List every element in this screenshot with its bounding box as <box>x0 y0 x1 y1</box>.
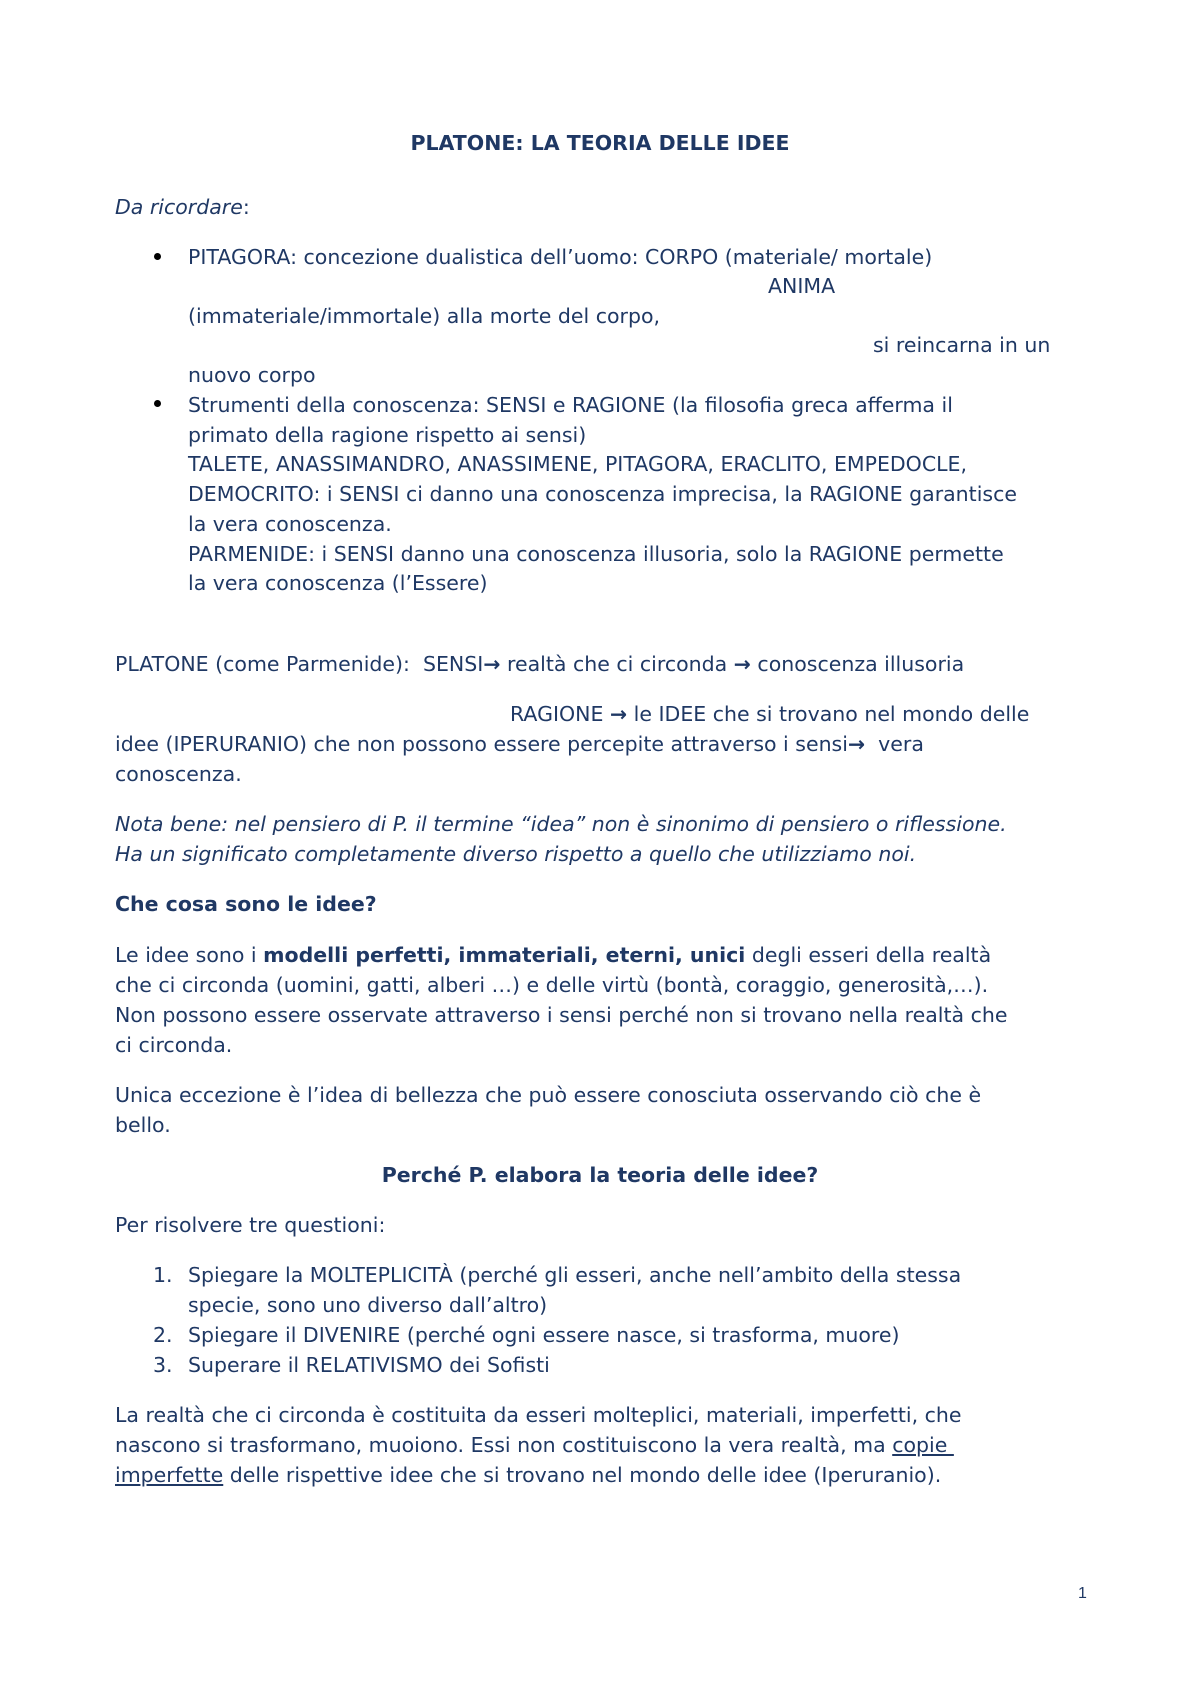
nota-line1: Nota bene: nel pensiero di P. il termine “idea” non è sinonimo di pensiero o riflessione. <box>115 812 1007 836</box>
list-intro: Per risolvere tre questioni: <box>115 1213 386 1237</box>
para1-line4: ci circonda. <box>115 1033 233 1057</box>
list-item-line: specie, sono uno diverso dall’altro) <box>188 1293 548 1317</box>
section-heading: Che cosa sono le idee? <box>115 892 377 916</box>
list-item-line: Superare il RELATIVISMO dei Sofisti <box>188 1353 550 1377</box>
platone-ideas-text: le IDEE che si trovano nel mondo delle <box>627 702 1030 726</box>
platone-line2 <box>510 702 1029 726</box>
final-line2 <box>115 1433 954 1457</box>
nota-line2: Ha un significato completamente diverso rispetto a quello che utilizziamo noi. <box>115 842 917 866</box>
final-text: nascono si trasformano, muoiono. Essi non costituiscono la vera realtà, ma <box>115 1433 893 1457</box>
para1-line3: Non possono essere osservate attraverso i sensi perché non si trovano nella realtà che <box>115 1003 1008 1027</box>
bullet2-line4: DEMOCRITO: i SENSI ci danno una conoscenza imprecisa, la RAGIONE garantisce <box>188 482 1017 506</box>
arrow-right-icon: → <box>847 732 866 756</box>
bullet1-line1: PITAGORA: concezione dualistica dell’uomo: CORPO (materiale/ mortale) <box>188 245 933 269</box>
bullet2-line3: TALETE, ANASSIMANDRO, ANASSIMENE, PITAGORA, ERACLITO, EMPEDOCLE, <box>188 452 968 476</box>
platone-senses-text: PLATONE (come Parmenide): SENSI <box>115 652 484 676</box>
arrow-right-icon: → <box>733 652 751 676</box>
reminder-colon: : <box>242 195 250 219</box>
reminder-label <box>115 195 250 219</box>
list-number: 1. <box>153 1263 173 1287</box>
para2-line1: Unica eccezione è l’idea di bellezza che può essere conosciuta osservando ciò che è <box>115 1083 982 1107</box>
bullet2-line6: PARMENIDE: i SENSI danno una conoscenza illusoria, solo la RAGIONE permette <box>188 542 1004 566</box>
platone-true-text: vera <box>865 732 924 756</box>
final-line1: La realtà che ci circonda è costituita da esseri molteplici, materiali, imperfetti, che <box>115 1403 962 1427</box>
underlined-text: copie <box>892 1433 954 1457</box>
platone-reason-text: RAGIONE <box>510 702 610 726</box>
platone-line3 <box>115 732 924 756</box>
list-item-line: Spiegare il DIVENIRE (perché ogni essere nasce, si trasforma, muore) <box>188 1323 900 1347</box>
bullet1-line2: ANIMA <box>768 274 836 298</box>
platone-reality-text: realtà che ci circonda <box>500 652 734 676</box>
arrow-right-icon: → <box>483 652 501 676</box>
para1-line1 <box>115 943 991 967</box>
final-line3 <box>115 1463 941 1487</box>
para2-line2: bello. <box>115 1113 171 1137</box>
page-title: PLATONE: LA TEORIA DELLE IDEE <box>410 131 790 155</box>
platone-line4: conoscenza. <box>115 762 242 786</box>
arrow-right-icon: → <box>609 702 628 726</box>
final-text: delle rispettive idee che si trovano nel mondo delle idee (Iperuranio). <box>223 1463 942 1487</box>
page-number: 1 <box>1078 1585 1087 1602</box>
bullet-icon <box>154 400 161 407</box>
bullet2-line1: Strumenti della conoscenza: SENSI e RAGIONE (la filosofia greca afferma il <box>188 393 953 417</box>
para1-bold-text: modelli perfetti, immateriali, eterni, unici <box>263 943 746 967</box>
section-heading: Perché P. elabora la teoria delle idee? <box>381 1163 819 1187</box>
list-item-line: Spiegare la MOLTEPLICITÀ (perché gli esseri, anche nell’ambito della stessa <box>188 1263 962 1287</box>
para1-text: degli esseri della realtà <box>745 943 992 967</box>
bullet1-line4: si reincarna in un <box>873 333 1051 357</box>
bullet-icon <box>154 253 161 260</box>
bullet1-line3: (immateriale/immortale) alla morte del corpo, <box>188 304 661 328</box>
para1-line2: che ci circonda (uomini, gatti, alberi …) e delle virtù (bontà, coraggio, generosità,…). <box>115 973 989 997</box>
bullet2-line2: primato della ragione rispetto ai sensi) <box>188 423 587 447</box>
list-number: 3. <box>153 1353 173 1377</box>
platone-line1 <box>115 652 964 676</box>
list-number: 2. <box>153 1323 173 1347</box>
reminder-text: Da ricordare <box>115 195 243 219</box>
bullet1-line5: nuovo corpo <box>188 363 316 387</box>
para1-text: Le idee sono i <box>115 943 264 967</box>
underlined-text: imperfette <box>115 1463 224 1487</box>
bullet2-line5: la vera conoscenza. <box>188 512 392 536</box>
platone-illusory-text: conoscenza illusoria <box>750 652 965 676</box>
platone-iperuranio-text: idee (IPERURANIO) che non possono essere percepite attraverso i sensi <box>115 732 848 756</box>
bullet2-line7: la vera conoscenza (l’Essere) <box>188 571 488 595</box>
